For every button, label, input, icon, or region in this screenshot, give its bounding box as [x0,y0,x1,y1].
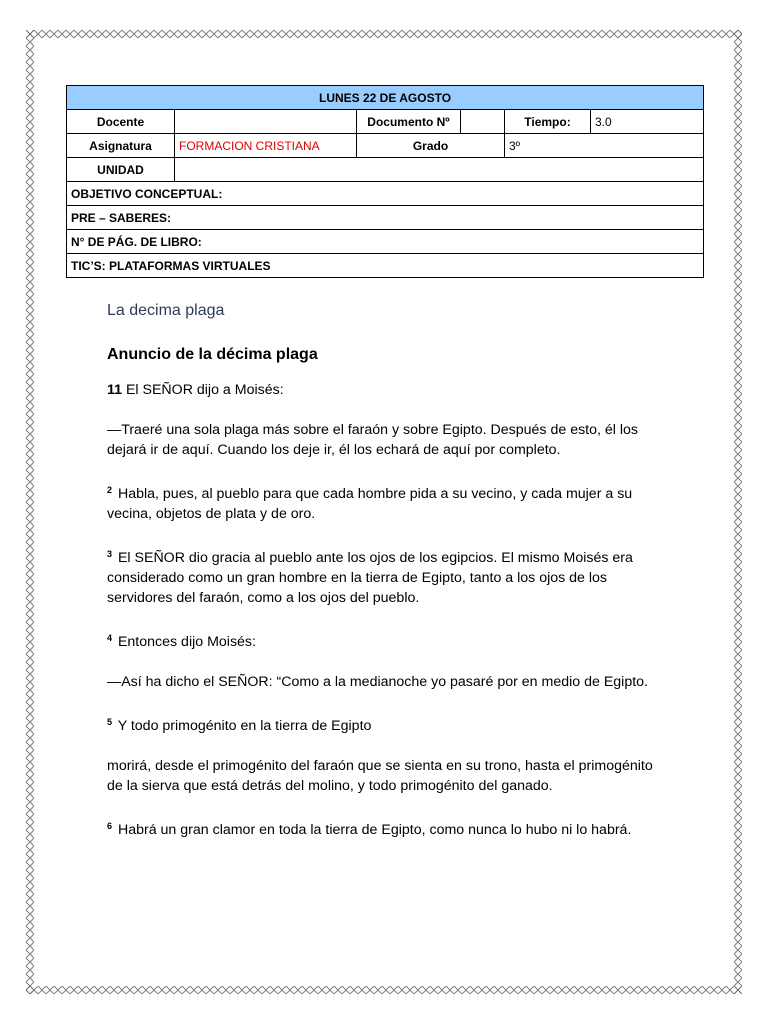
verse-number: 3 [107,549,113,559]
asignatura-value: FORMACION CRISTIANA [175,134,357,158]
lesson-header-table [66,85,704,278]
section-heading: Anuncio de la décima plaga [107,346,318,363]
docente-row [67,110,704,134]
verse-text: Habrá un gran clamor en toda la tierra de Egipto, como nunca lo hubo ni lo habrá. [114,822,632,838]
verse-number: 5 [107,717,113,727]
unidad-value [175,158,704,182]
verse-text: Entonces dijo Moisés: [114,634,256,650]
verse-number: 6 [107,821,113,831]
verse-text: —Traeré una sola plaga más sobre el faraón y sobre Egipto. Después de esto, él los dejará ir de aquí. Cuando los deje ir, él los echará de aquí por completo. [107,422,639,458]
unidad-row [67,158,704,182]
tiempo-label: Tiempo: [505,110,591,134]
pagina-row [67,230,704,254]
documento-label: Documento Nº [357,110,461,134]
documento-value [461,110,505,134]
verse-text: El SEÑOR dio gracia al pueblo ante los ojos de los egipcios. El mismo Moisés era considerado como un gran hombre en la tierra de Egipto, tanto a los ojos de los servidores del faraón, como a los ojos del pueblo. [107,550,633,606]
docente-value [175,110,357,134]
docente-label: Docente [67,110,175,134]
verse-text: morirá, desde el primogénito del faraón que se sienta en su trono, hasta el primogénito de la sierva que está detrás del molino, y todo primogénito del ganado. [107,758,653,794]
asignatura-row [67,134,704,158]
verse-paragraph [107,756,667,796]
document-title: La decima plaga [107,302,225,319]
verse-paragraph [107,420,667,460]
verse-paragraph [107,712,667,736]
presaberes-label: PRE – SABERES: [67,206,704,230]
tiempo-value: 3.0 [591,110,704,134]
verse-text: Habla, pues, al pueblo para que cada hombre pida a su vecino, y cada mujer a su vecina, objetos de plata y de oro. [107,486,633,522]
verse-paragraph [107,544,667,608]
date-cell: LUNES 22 DE AGOSTO [67,86,704,110]
verse-text: Y todo primogénito en la tierra de Egipto [114,718,372,734]
grado-value: 3º [505,134,704,158]
objetivo-row [67,182,704,206]
verse-number: 11 [107,382,122,398]
tics-row [67,254,704,278]
tics-label: TIC’S: PLATAFORMAS VIRTUALES [67,254,704,278]
asignatura-label: Asignatura [67,134,175,158]
verse-paragraph [107,816,667,840]
date-row [67,86,704,110]
verse-paragraph [107,628,667,652]
verse-text: El SEÑOR dijo a Moisés: [122,382,284,398]
verse-paragraph [107,380,667,400]
document-body [107,300,667,860]
verse-paragraph [107,480,667,524]
presaberes-row [67,206,704,230]
pagina-label: N° DE PÁG. DE LIBRO: [67,230,704,254]
verse-text: —Así ha dicho el SEÑOR: “Como a la medianoche yo pasaré por en medio de Egipto. [107,674,648,690]
unidad-label: UNIDAD [67,158,175,182]
verse-paragraph [107,672,667,692]
grado-label: Grado [357,134,505,158]
objetivo-label: OBJETIVO CONCEPTUAL: [67,182,704,206]
verse-number: 4 [107,633,113,643]
verse-number: 2 [107,485,113,495]
